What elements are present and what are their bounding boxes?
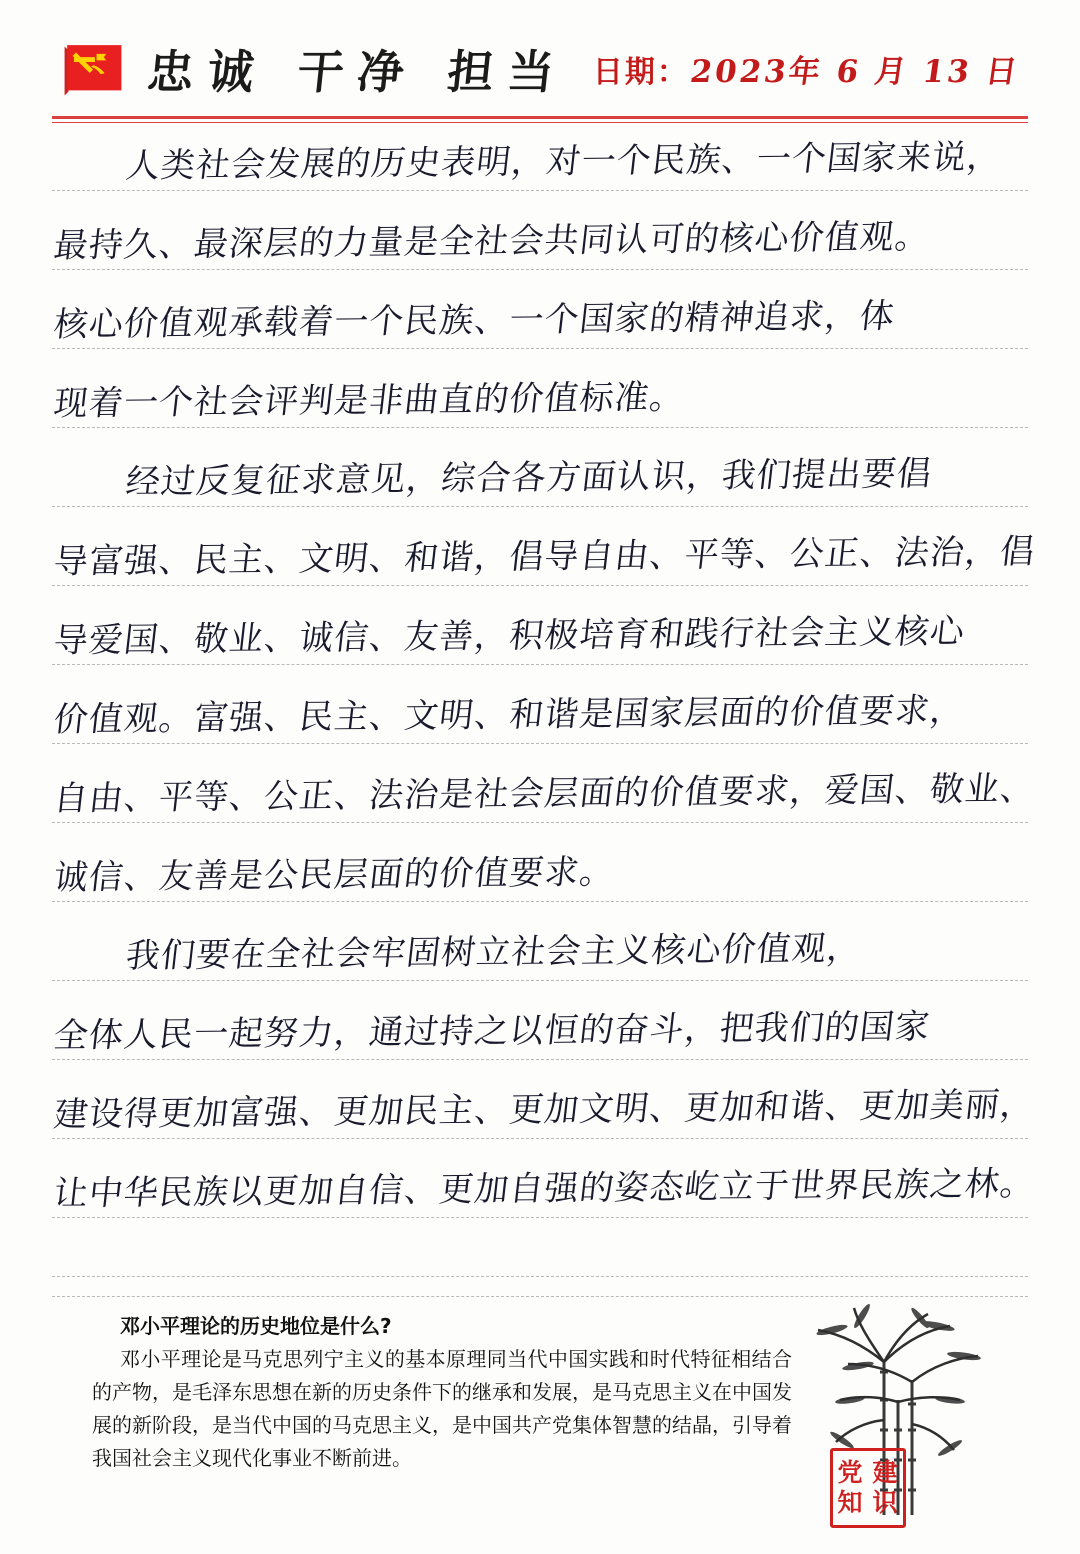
handwritten-line: 建设得更加富强、更加民主、更加文明、更加和谐、更加美丽， (51, 1084, 1038, 1135)
seal-char: 党 (837, 1458, 864, 1487)
handwritten-line: 核心价值观承载着一个民族、一个国家的精神追求，体 (51, 296, 898, 345)
footer-text-block (92, 1310, 792, 1475)
rule-line (52, 1296, 1028, 1297)
footer-question: 邓小平理论的历史地位是什么? (120, 1314, 392, 1338)
date-label: 日期： (592, 55, 689, 90)
page-footer (52, 1300, 1028, 1530)
seal-char: 建 (872, 1458, 899, 1487)
page-title: 忠诚 干净 担当 (144, 45, 571, 99)
handwritten-line: 让中华民族以更加自信、更加自强的姿态屹立于世界民族之林。 (51, 1163, 1038, 1214)
footer-divider (52, 1276, 1028, 1277)
handwritten-line: 导富强、民主、文明、和谐，倡导自由、平等、公正、法治，倡 (51, 531, 1038, 582)
date-field (592, 46, 1023, 91)
handwritten-line: 全体人民一起努力，通过持之以恒的奋斗，把我们的国家 (51, 1006, 933, 1056)
handwritten-line: 我们要在全社会牢固树立社会主义核心价值观， (123, 928, 865, 977)
seal-char: 识 (872, 1488, 899, 1517)
date-value: 2023年 6 月 13 日 (687, 54, 1023, 90)
seal-char: 知 (837, 1488, 864, 1517)
handwritten-line: 诚信、友善是公民层面的价值要求。 (51, 852, 617, 898)
header-divider (52, 116, 1028, 119)
header-divider-thin (52, 122, 1028, 123)
handwritten-line: 最持久、最深层的力量是全社会共同认可的核心价值观。 (51, 216, 933, 266)
handwritten-line: 价值观。富强、民主、文明、和谐是国家层面的价值要求， (51, 690, 968, 740)
page-header (52, 34, 1028, 110)
handwritten-line: 自由、平等、公正、法治是社会层面的价值要求，爱国、敬业、 (51, 768, 1038, 819)
seal-stamp (830, 1448, 906, 1528)
handwritten-line: 导爱国、敬业、诚信、友善，积极培育和践行社会主义核心 (51, 611, 968, 661)
handwritten-line: 经过反复征求意见，综合各方面认识，我们提出要倡 (123, 453, 935, 503)
handwritten-line: 人类社会发展的历史表明，对一个民族、一个国家来说， (123, 137, 1005, 187)
handwritten-text (51, 134, 1038, 1254)
footer-answer: 邓小平理论是马克思列宁主义的基本原理同当代中国实践和时代特征相结合的产物，是毛泽东思想在新的历史条件下的继承和发展，是马克思主义在中国发展的新阶段，是当代中国的马克思主义，是中国共产党集体智慧的结晶，引导着我国社会主义现代化事业不断前进。 (92, 1347, 792, 1470)
writing-sheet (51, 134, 1038, 1254)
party-emblem-icon (60, 40, 126, 102)
handwritten-line: 现着一个社会评判是非曲直的价值标准。 (51, 377, 687, 424)
